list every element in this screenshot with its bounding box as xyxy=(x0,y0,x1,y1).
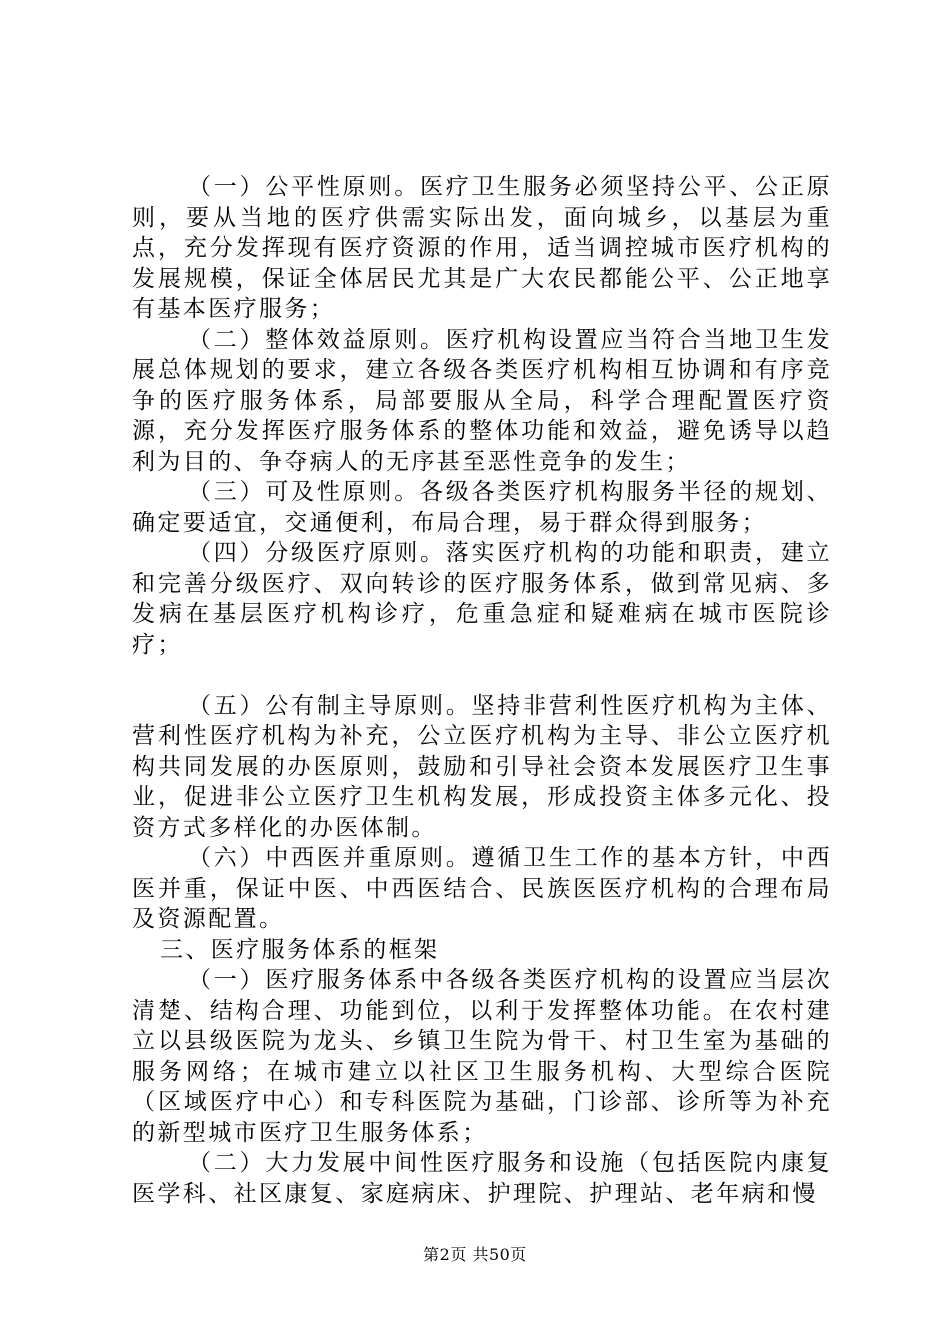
page-number-footer: 第2页 共50页 xyxy=(423,1245,527,1264)
paragraph-fairness-principle: （一）公平性原则。医疗卫生服务必须坚持公平、公正原则，要从当地的医疗供需实际出发，面向城乡，以基层为重点，充分发挥现有医疗资源的作用，适当调控城市医疗机构的发展规模，保证全体居民尤其是广大农民都能公平、公正地享有基本医疗服务； xyxy=(132,174,832,322)
blank-line xyxy=(132,660,832,691)
paragraph-public-ownership-principle: （五）公有制主导原则。坚持非营利性医疗机构为主体、营利性医疗机构为补充，公立医疗机构为主导、非公立医疗机构共同发展的办医原则，鼓励和引导社会资本发展医疗卫生事业，促进非公立医疗卫生机构发展，形成投资主体多元化、投资方式多样化的办医体制。 xyxy=(132,692,832,841)
paragraph-tcm-western-principle: （六）中西医并重原则。遵循卫生工作的基本方针，中西医并重，保证中医、中西医结合、民族医医疗机构的合理布局及资源配置。 xyxy=(132,845,832,932)
paragraph-intermediate-services: （二）大力发展中间性医疗服务和设施（包括医院内康复医学科、社区康复、家庭病床、护理院、护理站、老年病和慢 xyxy=(132,1150,832,1207)
paragraph-accessibility-principle: （三）可及性原则。各级各类医疗机构服务半径的规划、确定要适宜，交通便利，布局合理，易于群众得到服务； xyxy=(132,479,832,536)
document-body xyxy=(132,172,832,1209)
paragraph-tiered-care-principle: （四）分级医疗原则。落实医疗机构的功能和职责，建立和完善分级医疗、双向转诊的医疗服务体系，做到常见病、多发病在基层医疗机构诊疗，危重急症和疑难病在城市医院诊疗； xyxy=(132,540,832,658)
section-heading-framework: 三、医疗服务体系的框架 xyxy=(160,936,440,963)
paragraph-overall-benefit-principle: （二）整体效益原则。医疗机构设置应当符合当地卫生发展总体规划的要求，建立各级各类医疗机构相互协调和有序竞争的医疗服务体系，局部要服从全局，科学合理配置医疗资源，充分发挥医疗服务体系的整体功能和效益，避免诱导以趋利为目的、争夺病人的无序甚至恶性竞争的发生； xyxy=(132,326,832,475)
paragraph-framework-structure: （一）医疗服务体系中各级各类医疗机构的设置应当层次清楚、结构合理、功能到位，以利于发挥整体功能。在农村建立以县级医院为龙头、乡镇卫生院为骨干、村卫生室为基础的服务网络；在城市建立以社区卫生服务机构、大型综合医院（区域医疗中心）和专科医院为基础，门诊部、诊所等为补充的新型城市医疗卫生服务体系； xyxy=(132,967,832,1146)
